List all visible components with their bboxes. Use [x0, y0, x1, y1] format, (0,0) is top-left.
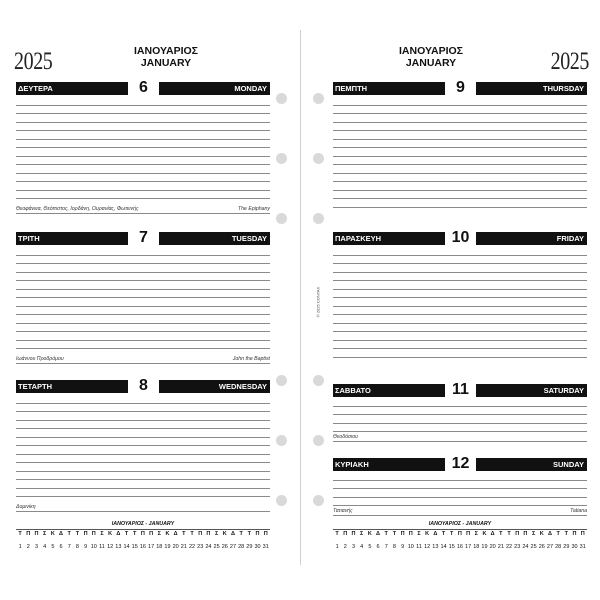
writing-line[interactable]: [16, 281, 270, 290]
mini-calendar-weekday: Π: [466, 531, 471, 537]
mini-calendar-weekday: Σ: [214, 531, 219, 537]
weekday-greek: ΠΑΡΑΣΚΕΥΗ: [333, 232, 445, 245]
writing-line[interactable]: [16, 131, 270, 140]
writing-line[interactable]: [16, 97, 270, 106]
year-label: 2025: [14, 48, 53, 75]
mini-calendar-date: 9: [84, 544, 88, 550]
mini-calendar-date: 25: [530, 544, 537, 550]
rule: [16, 511, 270, 512]
writing-line[interactable]: [16, 165, 270, 174]
day-number: 8: [139, 377, 148, 394]
mini-calendar-date: 30: [571, 544, 578, 550]
mini-calendar-date: 26: [538, 544, 545, 550]
mini-calendar-weekday: Δ: [547, 531, 552, 537]
writing-line[interactable]: [333, 298, 587, 307]
mini-calendar-date: 29: [563, 544, 570, 550]
weekday-english: SATURDAY: [476, 384, 587, 397]
mini-calendar-weekday: Τ: [507, 531, 511, 537]
writing-lines[interactable]: [333, 97, 587, 208]
mini-calendar-date: 9: [401, 544, 405, 550]
mini-calendar-weekday: Σ: [157, 531, 161, 537]
name-day-greek: Θεοδόσιου: [333, 434, 358, 440]
mini-calendar-weekday: Τ: [499, 531, 503, 537]
mini-calendar-weekday: Κ: [539, 531, 544, 537]
mini-calendar-weekday: Τ: [133, 531, 137, 537]
mini-calendar-date: 17: [148, 544, 155, 550]
writing-line[interactable]: [333, 407, 587, 416]
mini-calendar-date: 5: [368, 544, 372, 550]
writing-line[interactable]: [16, 324, 270, 333]
mini-calendar-date: 2: [343, 544, 347, 550]
mini-calendar-date: 3: [351, 544, 355, 550]
mini-calendar-weekday: Δ: [490, 531, 495, 537]
writing-lines[interactable]: [16, 97, 270, 199]
mini-calendar-weekday: Κ: [50, 531, 55, 537]
writing-line[interactable]: [16, 472, 270, 481]
writing-lines[interactable]: [333, 398, 587, 432]
mini-calendar-date: 12: [424, 544, 431, 550]
mini-calendar-date: 11: [416, 544, 422, 550]
page-divider: [300, 30, 301, 565]
mini-calendar-weekday: Σ: [100, 531, 104, 537]
binder-hole: [276, 153, 287, 164]
writing-line[interactable]: [333, 290, 587, 299]
writing-line[interactable]: [16, 332, 270, 341]
binder-hole: [313, 213, 324, 224]
mini-calendar-weekday: Π: [408, 531, 413, 537]
writing-line[interactable]: [16, 480, 270, 489]
mini-calendar-weekday: Π: [34, 531, 39, 537]
mini-calendar-date: 18: [473, 544, 480, 550]
mini-calendar-title: ΙΑΝΟΥΑΡΙΟΣ - JANUARY: [111, 521, 175, 527]
writing-line[interactable]: [16, 404, 270, 413]
day-header: [333, 381, 587, 398]
day-header: [16, 377, 270, 394]
mini-calendar-date: 4: [43, 544, 47, 550]
writing-line[interactable]: [333, 481, 587, 490]
mini-calendar-weekday: Π: [515, 531, 520, 537]
mini-calendar-weekday: Π: [263, 531, 268, 537]
mini-calendar-weekday: Τ: [124, 531, 129, 537]
feast-english: Tatiana: [570, 508, 587, 514]
day-header: [16, 79, 270, 96]
mini-calendar-weekday: Π: [457, 531, 462, 537]
mini-calendar-weekday: Τ: [239, 531, 243, 537]
writing-line[interactable]: [16, 341, 270, 350]
feast-english: John the Baptist: [232, 356, 270, 362]
writing-line[interactable]: [333, 157, 587, 166]
mini-calendar-weekday: Σ: [474, 531, 478, 537]
mini-calendar-weekday: Π: [26, 531, 31, 537]
rule: [333, 515, 587, 516]
mini-calendar-weekday: Π: [255, 531, 260, 537]
name-day-greek: Δομινίκη: [16, 504, 36, 510]
writing-line[interactable]: [333, 341, 587, 350]
mini-calendar-date: 31: [579, 544, 586, 550]
month-english: JANUARY: [140, 57, 192, 69]
mini-calendar-date: 22: [188, 544, 196, 550]
writing-lines[interactable]: [333, 472, 587, 506]
writing-line[interactable]: [333, 332, 587, 341]
mini-calendar-weekday: Τ: [564, 531, 569, 537]
right-page: [333, 30, 587, 565]
writing-line[interactable]: [16, 298, 270, 307]
binder-hole: [313, 375, 324, 386]
mini-calendar-weekday: Π: [149, 531, 154, 537]
writing-line[interactable]: [333, 264, 587, 273]
writing-line[interactable]: [16, 446, 270, 455]
mini-calendar-weekday: Δ: [433, 531, 438, 537]
mini-calendar-weekday: Τ: [556, 531, 560, 537]
mini-calendar-weekday: Δ: [376, 531, 380, 537]
writing-line[interactable]: [333, 165, 587, 174]
writing-line[interactable]: [16, 123, 270, 132]
writing-line[interactable]: [16, 463, 270, 472]
binder-hole: [313, 435, 324, 446]
mini-calendar-date: 23: [514, 544, 521, 550]
mini-calendar-date: 18: [156, 544, 163, 550]
writing-line[interactable]: [333, 349, 587, 358]
mini-calendar-title: ΙΑΝΟΥΑΡΙΟΣ - JANUARY: [428, 521, 492, 527]
mini-calendar-date: 25: [213, 544, 220, 550]
mini-calendar-date: 22: [505, 544, 513, 550]
month-greek: ΙΑΝΟΥΑΡΙΟΣ: [399, 45, 463, 57]
name-day-greek: Θεοφάνεια, Θεόπιστος, Ιορδάνη, Ουρανίας, Φωτεινής: [16, 206, 139, 212]
mini-calendar-date: 5: [51, 544, 55, 550]
mini-calendar-weekday: Π: [523, 531, 528, 537]
mini-calendar-weekday: Π: [343, 531, 348, 537]
mini-calendar-date: 24: [205, 544, 212, 550]
writing-line[interactable]: [16, 429, 270, 438]
mini-calendar-weekday: Π: [140, 531, 145, 537]
weekday-english: TUESDAY: [159, 232, 270, 245]
mini-calendar-weekday: Δ: [116, 531, 121, 537]
weekday-greek: ΤΡΙΤΗ: [16, 232, 128, 245]
mini-calendar-date: 1: [18, 544, 22, 550]
mini-calendar-date: 19: [164, 544, 171, 550]
mini-calendar-weekday: Κ: [482, 531, 487, 537]
name-day-greek: Τατιανής: [333, 508, 353, 514]
mini-calendar-date: 4: [360, 544, 364, 550]
day-header: [333, 455, 587, 472]
mini-calendar-weekdays: [333, 529, 587, 538]
mini-calendar-weekday: Σ: [417, 531, 421, 537]
writing-line[interactable]: [333, 199, 587, 208]
month-heading: [376, 45, 486, 69]
writing-line[interactable]: [16, 174, 270, 183]
mini-calendar-weekday: Τ: [182, 531, 186, 537]
day-number: 6: [139, 79, 148, 96]
mini-calendar-date: 30: [254, 544, 261, 550]
writing-line[interactable]: [333, 398, 587, 407]
mini-calendar-date: 26: [221, 544, 228, 550]
mini-calendar-date: 28: [555, 544, 562, 550]
mini-calendar-weekday: Σ: [43, 531, 47, 537]
left-page: [16, 30, 270, 565]
mini-calendar-date: 6: [376, 544, 380, 550]
mini-calendar-weekday: Τ: [247, 531, 252, 537]
weekday-greek: ΚΥΡΙΑΚΗ: [333, 458, 445, 471]
mini-calendar-date: 28: [238, 544, 245, 550]
writing-line[interactable]: [333, 247, 587, 256]
writing-line[interactable]: [333, 131, 587, 140]
day-number: 12: [451, 455, 470, 472]
mini-calendar-date: 24: [522, 544, 529, 550]
mini-calendar-weekday: Τ: [384, 531, 388, 537]
writing-line[interactable]: [333, 281, 587, 290]
writing-line[interactable]: [16, 157, 270, 166]
rule: [16, 363, 270, 364]
writing-line[interactable]: [333, 307, 587, 316]
mini-calendar-weekday: Τ: [75, 531, 80, 537]
mini-calendar-weekday: Κ: [165, 531, 170, 537]
writing-line[interactable]: [16, 290, 270, 299]
mini-calendar-date: 12: [107, 544, 114, 550]
writing-line[interactable]: [16, 256, 270, 265]
weekday-greek: ΣΑΒΒΑΤΟ: [333, 384, 445, 397]
writing-line[interactable]: [333, 315, 587, 324]
day-number: 11: [452, 381, 469, 398]
day-header: [16, 229, 270, 246]
mini-calendar-date: 15: [448, 544, 455, 550]
weekday-english: WEDNESDAY: [159, 380, 270, 393]
writing-line[interactable]: [16, 264, 270, 273]
mini-calendar-weekday: Π: [400, 531, 405, 537]
mini-calendar-date: 10: [90, 544, 97, 550]
writing-line[interactable]: [16, 106, 270, 115]
mini-calendar-date: 11: [99, 544, 105, 550]
rule: [333, 441, 587, 442]
weekday-english: SUNDAY: [476, 458, 587, 471]
binder-hole: [276, 213, 287, 224]
writing-line[interactable]: [16, 247, 270, 256]
mini-calendar-dates: [16, 544, 270, 551]
writing-line[interactable]: [333, 191, 587, 200]
day-number: 9: [456, 79, 465, 96]
writing-line[interactable]: [333, 123, 587, 132]
mini-calendar-weekday: Π: [83, 531, 88, 537]
writing-line[interactable]: [333, 489, 587, 498]
mini-calendar-date: 1: [335, 544, 339, 550]
month-greek: ΙΑΝΟΥΑΡΙΟΣ: [134, 45, 198, 57]
name-day-greek: Ιωάννου Προδρόμου: [16, 356, 64, 362]
writing-line[interactable]: [333, 174, 587, 183]
writing-line[interactable]: [16, 421, 270, 430]
day-number: 10: [451, 229, 470, 246]
writing-line[interactable]: [333, 256, 587, 265]
binder-hole: [313, 495, 324, 506]
weekday-english: FRIDAY: [476, 232, 587, 245]
mini-calendar-weekday: Κ: [108, 531, 113, 537]
writing-line[interactable]: [333, 97, 587, 106]
mini-calendar-weekday: Π: [91, 531, 96, 537]
weekday-greek: ΠΕΜΠΤΗ: [333, 82, 445, 95]
day-header: [333, 229, 587, 246]
mini-calendar-weekday: Π: [198, 531, 203, 537]
binder-hole: [276, 435, 287, 446]
mini-calendar-date: 27: [546, 544, 554, 550]
mini-calendar-date: 21: [180, 544, 187, 550]
mini-calendar-date: 6: [59, 544, 63, 550]
mini-calendar-weekday: Κ: [367, 531, 372, 537]
writing-line[interactable]: [16, 114, 270, 123]
writing-lines[interactable]: [16, 247, 270, 349]
mini-calendar-weekday: Κ: [222, 531, 227, 537]
binder-hole: [276, 93, 287, 104]
weekday-greek: ΤΕΤΑΡΤΗ: [16, 380, 128, 393]
day-number: 7: [139, 229, 148, 246]
writing-line[interactable]: [333, 472, 587, 481]
month-heading: [111, 45, 221, 69]
writing-line[interactable]: [16, 315, 270, 324]
mini-calendar-date: 13: [115, 544, 122, 550]
mini-calendar-weekday: Τ: [67, 531, 71, 537]
writing-line[interactable]: [16, 307, 270, 316]
mini-calendar-date: 19: [481, 544, 488, 550]
month-english: JANUARY: [405, 57, 457, 69]
writing-line[interactable]: [333, 324, 587, 333]
writing-line[interactable]: [16, 455, 270, 464]
day-header: [333, 79, 587, 96]
mini-calendar-date: 8: [75, 544, 79, 550]
writing-line[interactable]: [333, 424, 587, 433]
writing-line[interactable]: [333, 148, 587, 157]
mini-calendar-weekday: Τ: [392, 531, 397, 537]
binder-hole: [276, 495, 287, 506]
writing-line[interactable]: [16, 191, 270, 200]
mini-calendar-dates: [333, 544, 587, 551]
writing-line[interactable]: [16, 140, 270, 149]
binder-hole: [276, 375, 287, 386]
mini-calendar-date: 7: [67, 544, 71, 550]
writing-line[interactable]: [16, 489, 270, 498]
mini-calendar-date: 15: [131, 544, 138, 550]
mini-calendar-date: 21: [497, 544, 504, 550]
mini-calendar-weekday: Τ: [335, 531, 339, 537]
copyright-text: © 2025 CONTAX: [315, 286, 321, 318]
writing-lines[interactable]: [16, 395, 270, 497]
mini-calendar-weekday: Τ: [18, 531, 22, 537]
mini-calendar-date: 29: [246, 544, 253, 550]
mini-calendar-weekday: Τ: [190, 531, 194, 537]
writing-line[interactable]: [333, 273, 587, 282]
writing-line[interactable]: [333, 106, 587, 115]
writing-line[interactable]: [16, 182, 270, 191]
copyright-note: [311, 272, 325, 332]
mini-calendar-date: 16: [456, 544, 463, 550]
mini-calendar-weekdays: [16, 529, 270, 538]
mini-calendar-weekday: Π: [351, 531, 356, 537]
writing-lines[interactable]: [333, 247, 587, 358]
mini-calendar-weekday: Τ: [441, 531, 446, 537]
writing-line[interactable]: [333, 498, 587, 507]
mini-calendar-date: 16: [139, 544, 146, 550]
weekday-english: THURSDAY: [476, 82, 587, 95]
mini-calendar-date: 10: [407, 544, 414, 550]
mini-calendar-weekday: Σ: [531, 531, 536, 537]
mini-calendar-date: 8: [392, 544, 396, 550]
mini-calendar-date: 31: [262, 544, 269, 550]
mini-calendar-date: 27: [229, 544, 237, 550]
mini-calendar-weekday: Π: [572, 531, 577, 537]
mini-calendar-date: 17: [465, 544, 472, 550]
mini-calendar-date: 20: [489, 544, 496, 550]
mini-calendar-date: 20: [172, 544, 179, 550]
mini-calendar-date: 2: [26, 544, 30, 550]
mini-calendar-date: 3: [34, 544, 38, 550]
mini-calendar-weekday: Δ: [230, 531, 235, 537]
writing-line[interactable]: [333, 182, 587, 191]
mini-calendar-weekday: Σ: [360, 531, 364, 537]
binder-hole: [313, 93, 324, 104]
mini-calendar-date: 13: [432, 544, 439, 550]
year-label: 2025: [550, 48, 589, 75]
writing-line[interactable]: [16, 273, 270, 282]
mini-calendar-date: 14: [440, 544, 447, 550]
writing-line[interactable]: [16, 395, 270, 404]
mini-calendar-weekday: Κ: [425, 531, 430, 537]
writing-line[interactable]: [333, 114, 587, 123]
writing-line[interactable]: [333, 140, 587, 149]
writing-line[interactable]: [333, 415, 587, 424]
weekday-greek: ΔΕΥΤΕΡΑ: [16, 82, 128, 95]
mini-calendar-date: 7: [384, 544, 388, 550]
mini-calendar-weekday: Π: [206, 531, 211, 537]
binder-hole: [313, 153, 324, 164]
writing-line[interactable]: [16, 438, 270, 447]
mini-calendar-weekday: Δ: [173, 531, 178, 537]
weekday-english: MONDAY: [159, 82, 270, 95]
rule: [16, 213, 270, 214]
writing-line[interactable]: [16, 148, 270, 157]
mini-calendar-date: 14: [123, 544, 130, 550]
feast-english: The Epiphany: [237, 206, 270, 212]
writing-line[interactable]: [16, 412, 270, 421]
mini-calendar-weekday: Δ: [59, 531, 63, 537]
mini-calendar-date: 23: [197, 544, 204, 550]
mini-calendar-weekday: Τ: [450, 531, 454, 537]
mini-calendar-weekday: Π: [580, 531, 585, 537]
